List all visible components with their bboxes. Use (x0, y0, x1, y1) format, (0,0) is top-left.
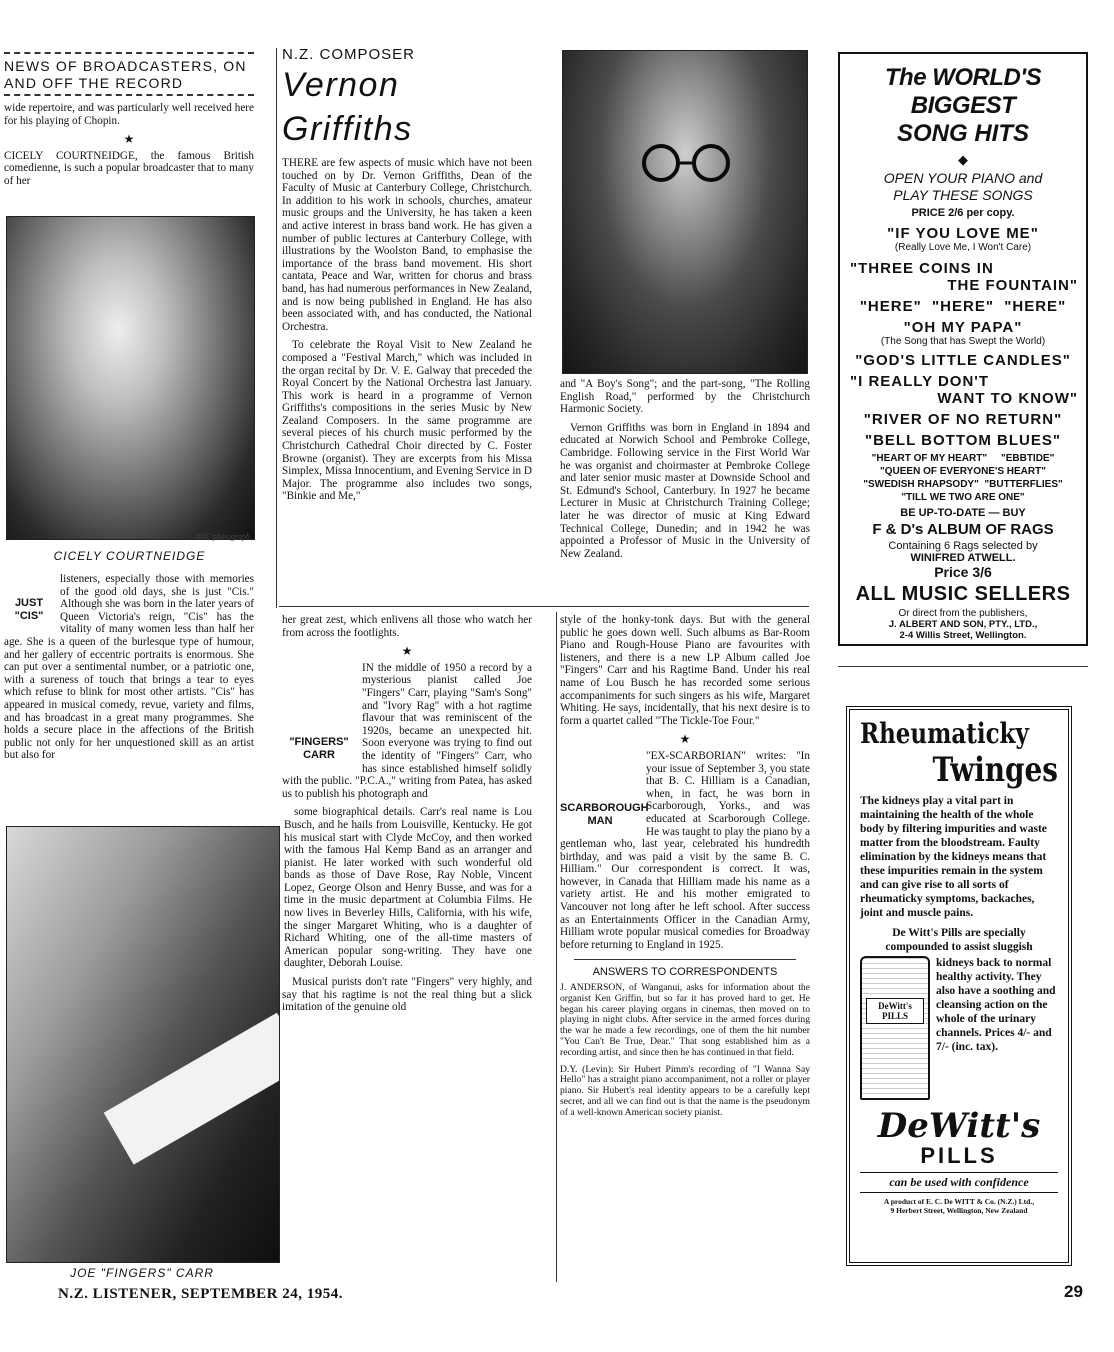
be-up-to-date: BE UP-TO-DATE — BUY (900, 507, 1026, 519)
page-number: 29 (1064, 1282, 1083, 1301)
column-2-top (282, 46, 532, 509)
heading-bottom-rule (4, 94, 254, 96)
carr-paragraph-2: some biographical details. Carr's real name is Lou Busch, and he hails from Louisville, Kentucky. He got his musical start with Clyde McCoy, and then worked with the famous Hal Kemp Band as an arranger and pianist. He later worked with such wonderful old bands as those of Dave Rose, Ray Noble, Vincent Lopez, George Olson and Henry Busse, and was for a time in the music department at Columbia Films. He now lives in Beverley Hills, California, with his wife, the singer Margaret Whiting, who is a daughter of Richard Whiting, one of the all-time masters of American popular song-writing. They have one daughter, Deborah Louise. (284, 806, 532, 970)
song-oh-my-papa-sub: (The Song that has Swept the World) (880, 336, 1046, 347)
song-till-we-two: "TILL WE TWO ARE ONE" (901, 492, 1025, 503)
ad2-body-2b: kidneys back to normal healthy activity. They also have a soothing and cleansing action on the whole of the urinary channels. Prices 4/- and 7/- (inc. tax). (936, 957, 1056, 1053)
song-oh-my-papa: "OH MY PAPA" (903, 319, 1023, 336)
cicely-photo-caption: CICELY COURTNEIDGE (53, 549, 206, 563)
cicely-closing-paragraph: her great zest, which enlivens all those who watch her from across the footlights. (282, 614, 532, 639)
photo-credit: BBC photograph (195, 532, 250, 541)
carr-paragraph-1-text: IN the middle of 1950 a record by a mysterious pianist called Joe "Fingers" Carr, playing "Sam's Song" and "Ivory Rag" with a hot ragtime flavour that was reminiscent of the 1920s, became an unexpected hit. Soon everyone was trying to find out the identity of "Fingers" Carr, who has since established himself solidly with the public. "P.C.A.," writing from Patea, has asked us to publish his photograph and (282, 661, 532, 800)
ad2-title-2: Twinges (932, 750, 1058, 790)
section-heading: NEWS OF BROADCASTERS, ON AND OFF THE RECORD (4, 58, 247, 91)
column-rule-1 (276, 48, 277, 608)
song-if-you-love-me-sub: (Really Love Me, I Won't Care) (894, 242, 1032, 253)
containing-rags: Containing 6 Rags selected by (888, 540, 1038, 552)
column-2-bottom (282, 614, 532, 1020)
ad-title-line-2: SONG HITS (896, 120, 1029, 147)
song-gods-little-candles: "GOD'S LITTLE CANDLES" (855, 352, 1071, 369)
song-three-coins-2: THE FOUNTAIN" (947, 277, 1078, 294)
scarborough-paragraph (560, 750, 810, 952)
song-really-dont-1: "I REALLY DON'T (850, 373, 990, 390)
separator-star-2: ★ (401, 644, 413, 659)
brand-pills: PILLS (920, 1143, 998, 1168)
song-river-of-no-return: "RIVER OF NO RETURN" (863, 411, 1063, 428)
horizontal-rule (279, 606, 809, 607)
ad-title-line-1: The WORLD'S BIGGEST (884, 64, 1042, 119)
side-head-scarborough-man: SCARBOROUGH MAN (560, 801, 649, 827)
carr-paragraph-4: style of the honky-tonk days. But with the general public he goes down well. Such albums as Bar-Room Piano and Rough-House Piano are favourites with listeners, and there is a new LP Album called Joe "Fingers" Carr and his Ragtime Band. Under his real name of Lou Busch he has recorded some serious accompaniments for such singers as his wife, Margaret Whiting. He says, incidentally, that his next desire is to form a quartet called "The Tickle-Toe Four." (560, 614, 810, 727)
brand-logo (860, 1108, 1058, 1168)
cicely-paragraph-1: CICELY COURTNEIDGE, the famous British comedienne, is such a popular broadcaster that to many of her (4, 149, 254, 187)
ad2-body-2a: De Witt's Pills are specially compounded to assist sluggish (885, 927, 1033, 953)
griffiths-paragraph-1: THERE are few aspects of music which have not been touched on by Dr. Vernon Griffiths, Dean of the Faculty of Music at Canterbury College, Christchurch. In addition to his work in schools, churches, amateur music groups and the University, he has taken a keen and active interest in brass band work. He has given a number of public lectures at Canterbury College, with illustrations by the Woolston Band, to emphasise the importance of the brass band movement. His short cantata, Peace and War, written for chorus and brass band, has had numerous performances in New Zealand, and is now being published in England. He has also been associated with, and has conducted, the National Orchestra. (282, 157, 532, 333)
separator-star: ★ (123, 132, 135, 147)
direct-from-publishers: Or direct from the publishers, (898, 608, 1028, 619)
article-title: Vernon Griffiths (282, 66, 413, 148)
ad2-body-1: The kidneys play a vital part in maintaining the health of the whole body by filtering impurities and waste matter from the bloodstream. Faulty elimination by the kidneys means that these impurities remain in the system and can give rise to all sorts of rheumaticky symptoms, backaches, joint and muscle pains. (860, 795, 1047, 919)
scarborough-paragraph-text: "EX-SCARBORIAN" writes: "In your issue of September 3, you state that B. C. Hilliam is a Canadian, when, in fact, he was born in Scarborough, Yorks., and was educated at Scarborough College. He was taught to play the piano by a gentleman who, last year, celebrated his hundredth birthday, and was paid a visit by the same B. C. Hilliam." Our correspondent is correct. It was, however, in Canada that Hilliam made his name as a variety artist. He and his mother emigrated to Vancouver not long after he left school. After success as an Entertainments Officer in the Canadian Army, Hilliam wrote popular musical comedies for Broadway before returning to England in 1925. (560, 749, 810, 951)
joe-fingers-carr-photo (6, 826, 280, 1263)
song-heart-ebbtide: "HEART OF MY HEART" "EBBTIDE" (871, 453, 1055, 464)
song-hits-advertisement (838, 52, 1088, 646)
song-here: "HERE" "HERE" "HERE" (859, 298, 1067, 315)
song-really-dont-2: WANT TO KNOW" (937, 390, 1078, 407)
open-piano-line-1: OPEN YOUR PIANO and (883, 170, 1043, 186)
side-head-just-cis: JUST "CIS" (14, 597, 44, 622)
price-per-copy: PRICE 2/6 per copy. (911, 207, 1015, 219)
column-3-top (560, 378, 810, 566)
vernon-griffiths-photo (562, 50, 808, 374)
carr-photo-caption: JOE "FINGERS" CARR (70, 1266, 214, 1280)
album-price: Price 3/6 (934, 564, 992, 580)
answers-title: ANSWERS TO CORRESPONDENTS (592, 966, 778, 979)
all-music-sellers: ALL MUSIC SELLERS (855, 583, 1071, 605)
page-footer: N.Z. LISTENER, SEPTEMBER 24, 1954. (58, 1286, 343, 1302)
kicker-label: N.Z. COMPOSER (282, 46, 416, 63)
publisher-name: J. ALBERT AND SON, PTY., LTD., (888, 619, 1038, 630)
spectacles-icon (563, 51, 807, 373)
column-1 (4, 52, 254, 194)
carr-paragraph-3: Musical purists don't rate "Fingers" very highly, and say that his ragtime is not the real thing but a slick imitation of the genuine old (282, 976, 532, 1014)
column-rule-2 (556, 612, 557, 1282)
song-if-you-love-me: "IF YOU LOVE ME" (887, 225, 1039, 242)
dewitts-pills-advertisement (846, 706, 1072, 1266)
publisher-address: 2-4 Willis Street, Wellington. (899, 630, 1027, 641)
griffiths-paragraph-2: To celebrate the Royal Visit to New Zealand he composed a "Festival March," which was included in the organ recital by Dr. V. E. Galway that preceded the Royal Concert by the National Orchestra last January. This work is heard in a programme of Vernon Griffiths's compositions in the series Music by New Zealand Composers. In the same programme are several pieces of his church music performed by the Christchurch Cathedral Choir directed by C. Foster Browne (organist). They are excerpts from his Missa Simplex, Missa Innocentium, and Evening Service in D Major. The programme also includes two songs, "Binkie and Me," (282, 339, 532, 503)
column-3-bottom (560, 614, 810, 1125)
pill-bottle-image (860, 956, 930, 1100)
side-head-fingers-carr: "FINGERS" CARR (289, 735, 349, 761)
tagline: can be used with confidence (860, 1172, 1058, 1193)
pill-bottle-label: DeWitt's PILLS (866, 998, 924, 1024)
song-bell-bottom-blues: "BELL BOTTOM BLUES" (864, 432, 1061, 449)
answer-dy-levin: D.Y. (Levin): Sir Hubert Pimm's recording of "I Wanna Say Hello" has a straight piano accompaniment, not a roller or player piano. Sir Hubert's real identity appears to be a carefully kept secret, and all we can find out is that the name is the pseudonym of a well-known American society pianist. (560, 1063, 810, 1118)
griffiths-paragraph-4: Vernon Griffiths was born in England in 1894 and educated at Norwich School and Pembroke College, Cambridge. Following service in the First World War he was organist and choirmaster at Pembroke College and later senior music master at Downside School and St. Edmund's School, Canterbury. In 1927 he became Lecturer in Music at Christchurch Training College; later he was director of music at King Edward Technical College, Dunedin; and in 1942 he was appointed a Professor of Music in the University of New Zealand. (560, 421, 810, 560)
song-swedish-butterflies: "SWEDISH RHAPSODY" "BUTTERFLIES" (863, 479, 1063, 490)
maker-line-2: 9 Herbert Street, Wellington, New Zealand (890, 1206, 1028, 1215)
cicely-paragraph-2: listeners, especially those with memories of the good old days, she is just "Cis." Although she was born in the later years of Queen Victoria's reign, "Cis" has the vitality of many women less than half her age. She is a queen of the burlesque type of humour, and her gallery of eccentric portraits is enormous. She can put over a sentimental number, or a patriotic one, with a sureness of touch that brings a tear to eyes which refuse to blink for most other artists. "Cis" has appeared in musical comedy, revue, variety and films, and has broadcast in a great many programmes. She holds a secure place in the affections of the British public not only for her unquestioned skill as an artist but also for (4, 573, 254, 762)
song-queen-of-everyones-heart: "QUEEN OF EVERYONE'S HEART" (880, 466, 1046, 477)
cicely-courtneidge-photo (6, 216, 255, 540)
ad2-title-1: Rheumaticky (860, 717, 1029, 750)
maker-line-1: A product of E. C. De WITT & Co. (N.Z.) Ltd., (883, 1197, 1035, 1206)
brand-name: DeWitt's (877, 1106, 1041, 1146)
album-of-rags: F & D's ALBUM OF RAGS (872, 521, 1054, 538)
diamond-icon: ◆ (958, 152, 968, 167)
winifred-atwell: WINIFRED ATWELL. (910, 552, 1016, 564)
answers-rule (574, 959, 796, 960)
ad-separator (838, 666, 1088, 667)
griffiths-paragraph-3: and "A Boy's Song"; and the part-song, "The Rolling English Road," performed by the Christchurch Harmonic Society. (560, 378, 810, 416)
open-piano-line-2: PLAY THESE SONGS (893, 187, 1033, 203)
song-three-coins-1: "THREE COINS IN (850, 260, 994, 277)
separator-star-3: ★ (679, 732, 691, 747)
cicely-paragraph-2-block (4, 573, 254, 768)
intro-paragraph: wide repertoire, and was particularly well received here for his playing of Chopin. (4, 102, 254, 127)
carr-paragraph-1 (282, 662, 532, 801)
piano-keys-icon (7, 827, 279, 1262)
answer-anderson: J. ANDERSON, of Wanganui, asks for information about the organist Ken Griffin, but so far it has proved hard to get. He began his career playing organs in cinemas, then moved on to playing in night clubs. After service in the armed forces during the war he made a few recordings, one of them the hit number "You Can't Be True, Dear." That song established him as a recording artist, and since then he has continued in that field. (560, 982, 810, 1058)
